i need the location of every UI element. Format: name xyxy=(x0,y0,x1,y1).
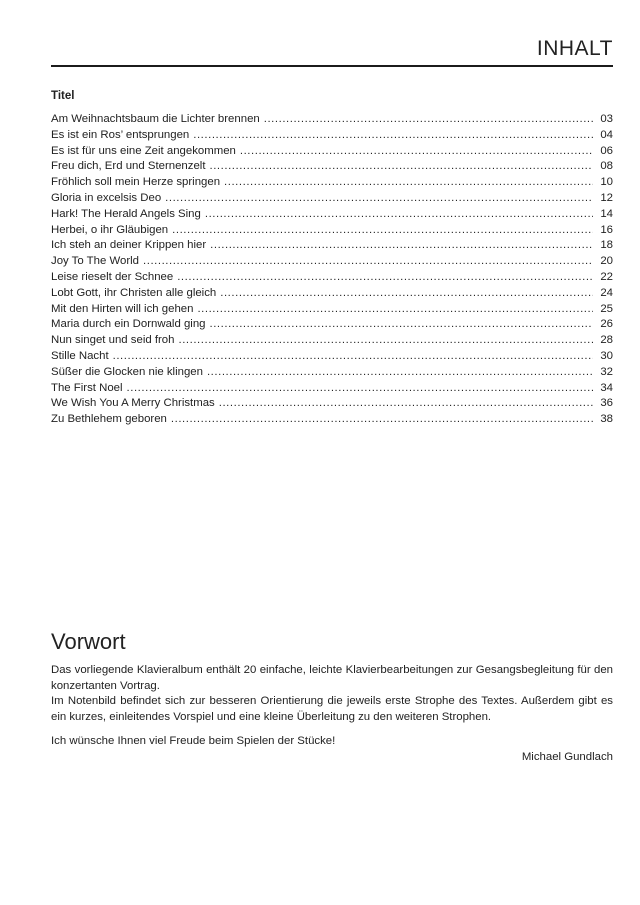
toc-item-title: Zu Bethlehem geboren xyxy=(51,413,167,426)
toc-leader-dots xyxy=(197,302,593,318)
toc-item-title: Mit den Hirten will ich gehen xyxy=(51,302,194,315)
toc-leader-dots xyxy=(165,191,593,207)
toc-row xyxy=(51,128,613,144)
toc-row xyxy=(51,286,613,302)
toc-row xyxy=(51,333,613,349)
toc-row xyxy=(51,112,613,128)
toc-item-title: Es ist ein Ros’ entsprungen xyxy=(51,128,190,141)
toc-item-page: 08 xyxy=(600,160,613,173)
toc-item-title: Am Weihnachtsbaum die Lichter brennen xyxy=(51,113,260,125)
toc-leader-dots xyxy=(207,365,593,381)
toc-row xyxy=(51,191,613,207)
toc-list xyxy=(51,112,613,428)
toc-item-title: Herbei, o ihr Gläubigen xyxy=(51,223,169,236)
toc-item-page: 16 xyxy=(600,223,613,236)
toc-row xyxy=(51,238,613,254)
toc-leader-dots xyxy=(210,317,594,333)
toc-row xyxy=(51,412,613,428)
toc-item-title: Ich steh an deiner Krippen hier xyxy=(51,239,207,252)
toc-item-page: 14 xyxy=(600,207,613,220)
vorwort-closing-line: Ich wünsche Ihnen viel Freude beim Spielen der Stücke! xyxy=(51,735,336,748)
toc-leader-dots xyxy=(178,333,593,349)
toc-row xyxy=(51,144,613,160)
toc-leader-dots xyxy=(193,128,593,144)
toc-item-page: 25 xyxy=(600,302,613,315)
vorwort-heading: Vorwort xyxy=(51,629,126,654)
vorwort-paragraph-2: Im Notenbild befindet sich zur besseren Orientierung die jeweils erste Strophe des Textes. Außerdem gibt es ein kurzes, einleitendes Vorspiel und eine kleine Überleitung zu den weiteren Strophen. xyxy=(51,695,613,723)
toc-item-title: The First Noel xyxy=(51,381,123,394)
toc-item-title: Hark! The Herald Angels Sing xyxy=(51,207,201,220)
toc-leader-dots xyxy=(127,381,593,397)
toc-leader-dots xyxy=(143,254,593,270)
toc-item-title: Stille Nacht xyxy=(51,349,109,362)
toc-item-title: Joy To The World xyxy=(51,255,140,268)
toc-leader-dots xyxy=(240,144,593,160)
toc-row xyxy=(51,302,613,318)
toc-row xyxy=(51,349,613,365)
toc-item-page: 18 xyxy=(600,239,613,252)
toc-leader-dots xyxy=(210,159,594,175)
toc-item-page: 12 xyxy=(600,191,613,204)
toc-item-title: Freu dich, Erd und Sternenzelt xyxy=(51,160,206,173)
toc-leader-dots xyxy=(177,270,593,286)
toc-row xyxy=(51,223,613,239)
toc-item-page: 34 xyxy=(600,381,613,394)
toc-leader-dots xyxy=(205,207,593,223)
toc-item-title: Lobt Gott, ihr Christen alle gleich xyxy=(51,286,217,299)
toc-row xyxy=(51,175,613,191)
toc-item-page: 03 xyxy=(600,113,613,125)
toc-item-title: Leise rieselt der Schnee xyxy=(51,270,174,283)
toc-leader-dots xyxy=(113,349,593,365)
toc-row xyxy=(51,317,613,333)
toc-item-title: Gloria in excelsis Deo xyxy=(51,191,162,204)
toc-row xyxy=(51,270,613,286)
toc-column-label: Titel xyxy=(51,90,75,102)
page-title: INHALT xyxy=(536,37,613,60)
toc-item-page: 38 xyxy=(600,413,613,426)
toc-item-page: 26 xyxy=(600,318,613,331)
toc-item-page: 10 xyxy=(600,176,613,189)
vorwort-author: Michael Gundlach xyxy=(521,750,613,763)
toc-item-page: 24 xyxy=(600,286,613,299)
toc-item-title: Es ist für uns eine Zeit angekommen xyxy=(51,144,236,157)
toc-item-page: 32 xyxy=(600,365,613,378)
toc-leader-dots xyxy=(220,286,593,302)
toc-row xyxy=(51,381,613,397)
toc-item-page: 28 xyxy=(600,334,613,347)
toc-item-title: We Wish You A Merry Christmas xyxy=(51,397,215,410)
toc-row xyxy=(51,396,613,412)
toc-item-title: Süßer die Glocken nie klingen xyxy=(51,365,203,378)
toc-row xyxy=(51,365,613,381)
toc-leader-dots xyxy=(171,412,593,428)
vorwort-section xyxy=(51,631,613,766)
toc-item-page: 22 xyxy=(600,270,613,283)
page-header xyxy=(51,38,613,67)
toc-leader-dots xyxy=(219,396,593,412)
toc-item-page: 30 xyxy=(600,349,613,362)
toc-item-title: Nun singet und seid froh xyxy=(51,334,175,347)
toc-item-page: 20 xyxy=(600,255,613,268)
toc-leader-dots xyxy=(210,238,593,254)
toc-row xyxy=(51,254,613,270)
toc-leader-dots xyxy=(264,112,593,128)
toc-leader-dots xyxy=(224,175,593,191)
vorwort-paragraph-1: Das vorliegende Klavieralbum enthält 20 einfache, leichte Klavierbearbeitungen zur Gesangsbegleitung für den konzertanten Vortrag. xyxy=(51,664,613,692)
toc-item-title: Fröhlich soll mein Herze springen xyxy=(51,176,221,189)
toc-leader-dots xyxy=(172,223,593,239)
toc-item-title: Maria durch ein Dornwald ging xyxy=(51,318,206,331)
toc-item-page: 04 xyxy=(600,128,613,141)
toc-item-page: 06 xyxy=(600,144,613,157)
toc-row xyxy=(51,207,613,223)
toc-item-page: 36 xyxy=(600,397,613,410)
toc-row xyxy=(51,159,613,175)
